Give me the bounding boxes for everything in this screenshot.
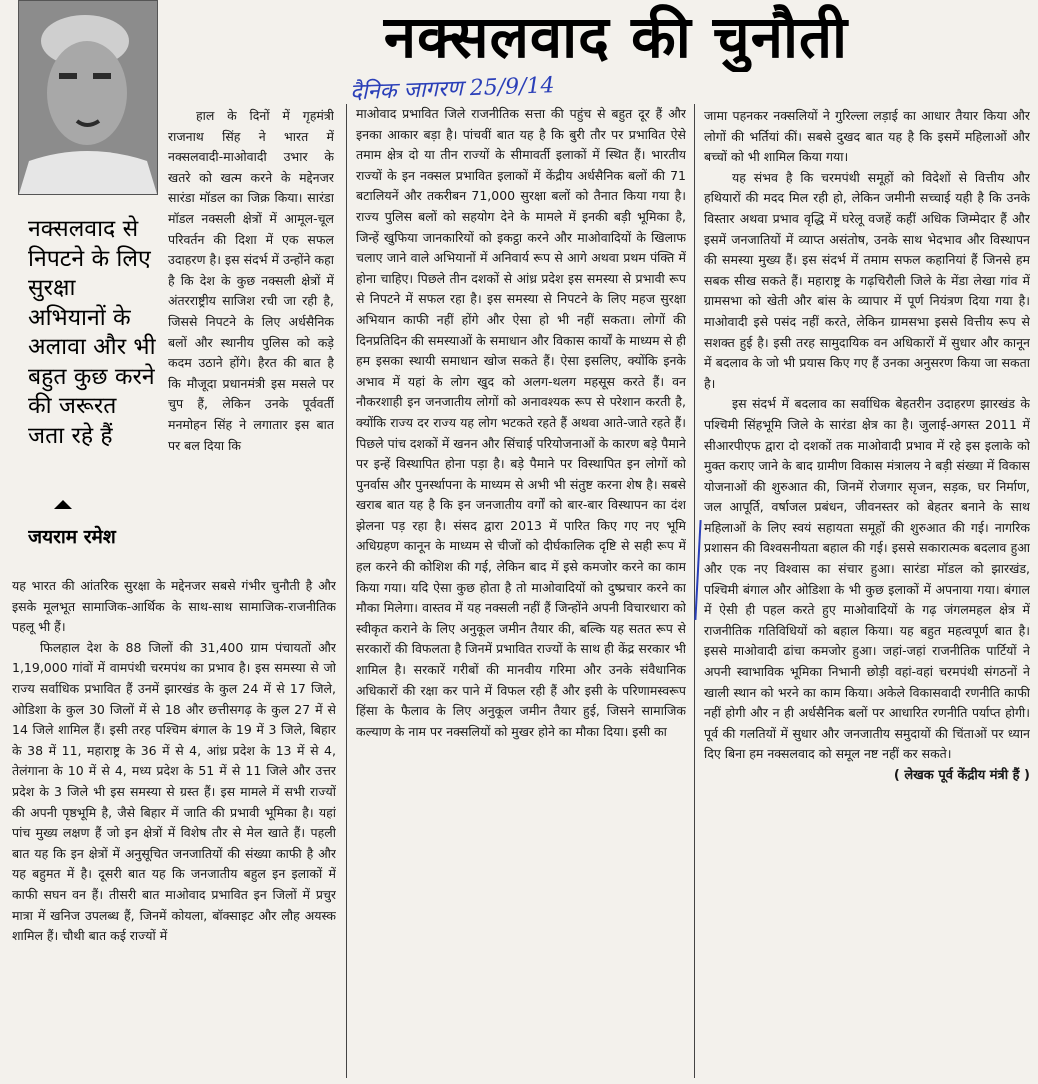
author-credit-line [704, 765, 1030, 787]
paragraph: इस संदर्भ में बदलाव का सर्वाधिक बेहतरीन उदाहरण झारखंड के पश्चिमी सिंहभूमि जिले के सारंडा क्षेत्र का है। जुलाई-अगस्त 2011 में सीआरपीएफ द्वारा दो दशकों तक माओवादी प्रभाव में रहे इस इलाके को मुक्त कराए जाने के बाद ग्रामीण विकास मंत्रालय ने बड़ी संख्या में विकास योजनाओं की शुरुआत की, जिनमें रोजगार सृजन, सड़क, घर निर्माण, जल आपूर्ति, वर्षाजल प्रबंधन, जीवनस्तर को बेहतर बनाने के साथ महिलाओं के लिए स्वयं सहायता समूहों की शुरुआत की गई। नागरिक प्रशासन की विश्वसनीयता बहाल की गई। इससे सकारात्मक बदलाव हुआ और एक नए विश्वास का संचार हुआ। सारंडा मॉडल को झारखंड, पश्चिमी बंगाल और ओडिशा के भी कुछ इलाकों में अपनाया गया। बंगाल में ऐसी ही पहल करते हुए माओवादियों के गढ़ जंगलमहल क्षेत्र में राजनीतिक गतिविधियों को बहाल किया। यह बहुत महत्वपूर्ण बात है। इससे माओवादी ढांचा कमजोर हुआ। जहां-जहां राजनीतिक पार्टियों ने अपनी स्वाभाविक भूमिका निभानी छोड़ी वहां-वहां चरमपंथी संगठनों ने खाली स्थान को भरने का काम किया। अकेले विकासवादी रणनीति काफी नहीं होगी और न ही अर्धसैनिक बलों पर आधारित रणनीति पर्याप्त होगी। पूर्व की गलतियों में सुधार और जनजातीय समुदायों की चिंताओं पर ध्यान दिए बिना हम नक्सलवाद को समूल नष्ट नहीं कर सकते। [704, 396, 1030, 762]
column-rule [346, 104, 347, 1078]
author-photo [18, 0, 158, 195]
author-name: जयराम रमेश [28, 526, 116, 548]
paragraph: फिलहाल देश के 88 जिलों की 31,400 ग्राम पंचायतों और 1,19,000 गांवों में वामपंथी चरमपंथ का प्रभाव है। इस समस्या से जो राज्य सर्वाधिक प्रभावित हैं उनमें झारखंड के कुल 24 में से 17 जिले, ओडिशा के कुल 30 जिलों में से 18 और छत्तीसगढ़ के कुल 27 में से 14 जिले शामिल हैं। इसी तरह पश्चिम बंगाल के 19 में 3 जिले, बिहार के 38 में 11, महाराष्ट्र के 36 में से 4, आंध्र प्रदेश के 13 में से 4, तेलंगाना के 10 में से 4, मध्य प्रदेश के 51 में से 11 जिले और उत्तर प्रदेश के 3 जिले भी इस समस्या से ग्रस्त हैं। इस मामले में सभी राज्यों की अपनी पृष्ठभूमि है, जैसे बिहार में जाति की प्रभावी भूमिका है। यहां पांच मुख्य लक्षण हैं जो इन क्षेत्रों में विशेष तौर से मेल खाते हैं। पहली बात यह कि इन क्षेत्रों में अनुसूचित जनजातियों की संख्या काफी है और यह बहुमत में है। दूसरी बात यह कि जनजातीय बहुल इन इलाकों में काफी सघन वन हैं। तीसरी बात माओवाद प्रभावित इन जिलों में प्रचुर मात्रा में खनिज उपलब्ध हैं, जिनमें कोयला, बॉक्साइट और लौह अयस्क शामिल हैं। चौथी बात कई राज्यों में [12, 639, 336, 944]
author-credit: ( लेखक पूर्व केंद्रीय मंत्री हैं ) [893, 768, 1030, 783]
article-column-1-top [168, 106, 334, 578]
paragraph: यह संभव है कि चरमपंथी समूहों को विदेशों से वित्तीय और हथियारों की मदद मिल रही हो, लेकिन जमीनी सच्चाई यही है कि उनके विस्तार अथवा प्रभाव वृद्धि में घरेलू वजहें कहीं अधिक जिम्मेदार हैं और इसमें जनजातियों में व्याप्त असंतोष, उनके साथ भेदभाव और विस्थापन की समस्या मुख्य हैं। इस संदर्भ में तमाम सफल कहानियां हैं जिनसे हम सबक सीख सकते हैं। महाराष्ट्र के गढ़चिरौली जिले के मेंडा लेखा गांव में ग्रामसभा को खेती और बांस के व्यापार में पूर्ण नियंत्रण दिया गया है। माओवादी इसे पसंद नहीं करते, लेकिन ग्रामसभा इससे वित्तीय रूप से सशक्त हुई है। इसी तरह सामुदायिक वन अधिकारों में सुधार और कानून में बदलाव के जो भी प्रयास किए गए हैं उनका अनुसरण किया जा सकता है। [704, 169, 1030, 391]
author-portrait-image [19, 1, 157, 194]
pull-quote: नक्सलवाद से निपटने के लिए सुरक्षा अभियानों के अलावा और भी बहुत कुछ करने की जरूरत जता रहे हैं [28, 216, 156, 449]
paragraph: हाल के दिनों में गृहमंत्री राजनाथ सिंह ने भारत में नक्सलवादी-माओवादी उभार के खतरे को खत्म करने के मद्देनजर सारंडा मॉडल का जिक्र किया। सारंडा मॉडल नक्सली क्षेत्रों में आमूल-चूल परिवर्तन की दिशा में एक सफल उदाहरण है। इस संदर्भ में उन्होंने कहा है कि देश के कुछ नक्सली क्षेत्रों में अंतरराष्ट्रीय साजिश रची जा रही है, जिससे निपटने के लिए अर्धसैनिक बलों और स्थानीय पुलिस को कड़े कदम उठाने होंगे। हैरत की बात है कि मौजूदा प्रधानमंत्री इस मसले पर चुप हैं, लेकिन उनके पूर्ववर्ती मनमोहन सिंह ने लगातार इस बात पर बल दिया कि [168, 108, 334, 453]
handwritten-date-note: दैनिक जागरण 25/9/14 [349, 73, 556, 106]
triangle-marker-icon [54, 500, 72, 509]
article-column-2 [356, 104, 686, 1080]
pen-mark [694, 520, 701, 620]
paragraph: माओवाद प्रभावित जिले राजनीतिक सत्ता की पहुंच से बहुत दूर हैं और इनका आकार बड़ा है। पांचवीं बात यह है कि बुरी तौर पर प्रभावित ऐसे तमाम क्षेत्र दो या तीन राज्यों के सीमावर्ती इलाकों में स्थित हैं। भारतीय राज्यों के इन नक्सल प्रभावित इलाकों में केंद्रीय अर्धसैनिक बलों की 71 बटालियनें और तकरीबन 71,000 सुरक्षा बलों को तैनात किया गया है। राज्य पुलिस बलों को सहयोग देने के मामले में इनकी बड़ी भूमिका है, जिन्हें खुफिया जानकारियों को इकट्ठा करने और माओवादियों के खिलाफ चलाए जाने वाले अभियानों में अनिवार्य रूप से आगे अथवा प्रथम पंक्ति में होना चाहिए। पिछले तीन दशकों से आंध्र प्रदेश इस समस्या से प्रभावी रूप से निपटने में सफल रहा है। इस समस्या से निपटने के लिए महज सुरक्षा अभियान काफी नहीं होंगे और ऐसा हो भी नहीं सकता। लोगों की दिनप्रतिदिन की समस्याओं के समाधान और विकास कार्यों के माध्यम से ही हम इसका स्थायी समाधान खोज सकते हैं। ऐसा इसलिए, क्योंकि इनके अभाव में यहां के लोग खुद को अलग-थलग महसूस करते हैं। वन नौकरशाही इन जनजातीय लोगों को अनावश्यक रूप से परेशान करती है, क्योंकि राज्य दर राज्य यह लोग भटकते रहते हैं अथवा आते-जाते रहते हैं। पिछले पांच दशकों में खनन और सिंचाई परियोजनाओं के कारण बड़े पैमाने पर इन्हें विस्थापित होना पड़ा है। बड़े पैमाने पर विस्थापित इन लोगों को पुनर्वास और पुनर्स्थापना के माध्यम से अभी भी संतुष्ट करना शेष है। सबसे खराब बात यह है कि इन जनजातीय वर्गों को बार-बार विस्थापन का दंश झेलना पड़ रहा है। संसद द्वारा 2013 में पारित किए गए नए भूमि अधिग्रहण कानून के माध्यम से चीजों को दीर्घकालिक दृष्टि से सही रूप में हल करने की कोशिश की गई, लेकिन बाद में इसे कमजोर करने का काम किया गया। यदि ऐसा कुछ होता है तो माओवादियों को दुष्प्रचार करने का मौका मिलेगा। वास्तव में यह नक्सली नहीं हैं जिन्होंने अपनी विचारधारा को स्वीकृत कराने के लिए अनुकूल जमीन तैयार की, बल्कि यह सतत रूप से सरकारों की विफलता है जिनमें प्रभावित राज्यों के साथ ही केंद्र सरकार भी शामिल है। सरकारें गरीबों की मानवीय गरिमा और उनके संवैधानिक अधिकारों की रक्षा कर पाने में विफल रही हैं और इसी के परिणामस्वरूप हिंसा के फैलाव के लिए अनुकूल जमीन तैयार हुई, जिसने सामाजिक कल्याण के नाम पर नक्सलियों को मुखर होने का मौका दिया। इसी का [356, 106, 686, 739]
paragraph: यह भारत की आंतरिक सुरक्षा के मद्देनजर सबसे गंभीर चुनौती है और इसके मूलभूत सामाजिक-आर्थिक के साथ-साथ सामाजिक-राजनीतिक पहलू भी हैं। [12, 578, 336, 635]
column-rule [694, 104, 695, 1078]
article-column-3 [704, 106, 1030, 1080]
article-column-1-bottom [12, 576, 336, 1080]
headline: नक्सलवाद की चुनौती [383, 3, 849, 71]
paragraph: जामा पहनकर नक्सलियों ने गुरिल्ला लड़ाई का आधार तैयार किया और लोगों की भर्तियां कीं। सबसे दुखद बात यह है कि इसमें महिलाओं और बच्चों को भी शामिल किया गया। [704, 108, 1030, 165]
